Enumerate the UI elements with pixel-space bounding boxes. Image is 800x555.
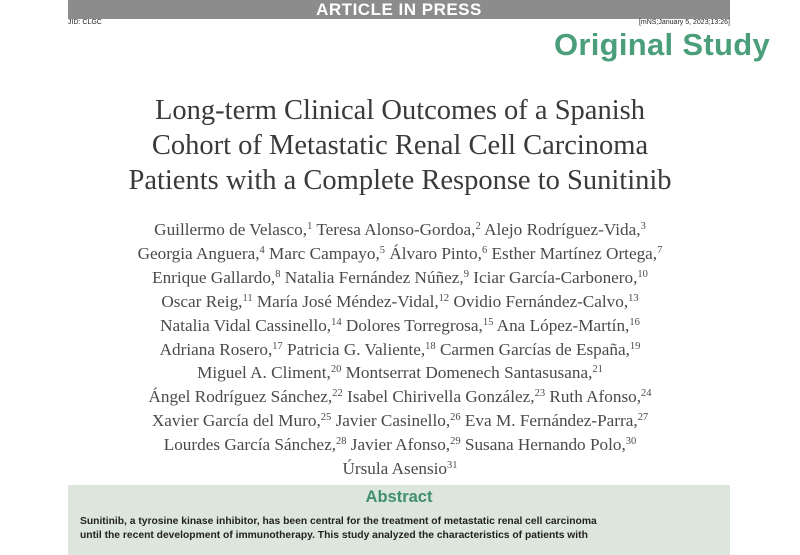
author-name: Ovidio Fernández-Calvo,: [453, 291, 629, 311]
abstract-heading: Abstract: [365, 488, 433, 506]
affiliation-number: 22: [332, 388, 343, 400]
affiliation-number: 31: [447, 460, 458, 472]
author-line: [60, 266, 740, 290]
affiliation-number: 11: [242, 292, 253, 304]
author-name: Enrique Gallardo,: [152, 267, 276, 287]
affiliation-number: 20: [330, 364, 342, 376]
author-name: Georgia Anguera,: [137, 243, 260, 263]
author-line: [60, 290, 740, 314]
affiliation-number: 9: [463, 268, 469, 280]
author-name: Ángel Rodríguez Sánchez,: [148, 387, 333, 407]
affiliation-number: 29: [450, 436, 461, 448]
author-name: Javier Afonso,: [350, 435, 451, 455]
journal-id: JID: CLGC: [68, 19, 102, 26]
author-name: Lourdes García Sánchez,: [163, 435, 336, 455]
author-line: [60, 242, 740, 266]
affiliation-number: 23: [534, 388, 546, 400]
affiliation-number: 10: [637, 268, 648, 280]
abstract-line: Sunitinib, a tyrosine kinase inhibitor, has been central for the treatment of metastatic renal cell carcinoma: [80, 516, 597, 527]
affiliation-number: 27: [637, 412, 649, 424]
author-name: Miguel A. Climent,: [197, 363, 331, 383]
author-name: Carmen Garcías de España,: [439, 339, 630, 359]
author-name: Dolores Torregrosa,: [345, 315, 483, 335]
author-name: Xavier García del Muro,: [151, 411, 321, 431]
author-name: Esther Martínez Ortega,: [491, 243, 658, 263]
author-name: Guillermo de Velasco,: [154, 220, 308, 239]
author-line: [60, 457, 740, 481]
author-name: Natalia Fernández Núñez,: [284, 267, 464, 287]
affiliation-number: 13: [628, 292, 639, 304]
affiliation-number: 8: [275, 268, 281, 280]
author-name: Montserrat Domenech Santasusana,: [345, 363, 593, 383]
author-name: Marc Campayo,: [269, 243, 380, 263]
affiliation-number: 25: [320, 412, 332, 424]
affiliation-number: 5: [379, 244, 386, 256]
affiliation-number: 6: [481, 244, 488, 256]
affiliation-number: 18: [425, 340, 436, 352]
article-title: [60, 93, 740, 198]
author-name: Eva M. Fernández-Parra,: [464, 411, 638, 431]
affiliation-number: 17: [272, 340, 283, 352]
author-name: Isabel Chirivella González,: [347, 387, 535, 407]
processing-stamp: [mNS;January 5, 2023;13:26]: [638, 19, 730, 26]
affiliation-number: 2: [475, 221, 481, 232]
author-name: Natalia Vidal Cassinello,: [160, 315, 332, 335]
title-line: Cohort of Metastatic Renal Cell Carcinoma: [151, 130, 649, 161]
title-line: Long-term Clinical Outcomes of a Spanish: [155, 95, 645, 126]
affiliation-number: 15: [482, 316, 494, 328]
author-name: Ana López-Martín,: [496, 315, 630, 335]
author-name: Oscar Reig,: [161, 291, 243, 311]
affiliation-number: 12: [438, 292, 450, 304]
affiliation-number: 1: [307, 221, 313, 232]
author-name: Ruth Afonso,: [549, 387, 642, 407]
author-name: Patricia G. Valiente,: [287, 339, 426, 359]
affiliation-number: 21: [592, 364, 603, 376]
affiliation-number: 28: [336, 436, 347, 448]
article-in-press-banner: ARTICLE IN PRESS: [68, 0, 730, 19]
author-name: Susana Hernando Polo,: [464, 435, 626, 455]
affiliation-number: 3: [640, 221, 646, 232]
author-name: Iciar García-Carbonero,: [473, 267, 638, 287]
author-name: María José Méndez-Vidal,: [256, 291, 439, 311]
abstract-text: [80, 515, 720, 543]
abstract-box: [68, 485, 730, 555]
author-name: Javier Casinello,: [335, 411, 451, 431]
abstract-line: until the recent development of immunotherapy. This study analyzed the characteristics of patients with: [80, 530, 588, 541]
author-line: [60, 361, 740, 385]
author-line: [60, 433, 740, 457]
affiliation-number: 24: [641, 388, 652, 400]
affiliation-number: 7: [657, 244, 663, 256]
author-name: Adriana Rosero,: [159, 339, 273, 359]
author-line: [60, 314, 740, 338]
author-line: [60, 218, 740, 242]
author-name: Alejo Rodríguez-Vida,: [484, 220, 641, 239]
affiliation-number: 19: [629, 340, 641, 352]
author-list: [60, 218, 740, 481]
section-label: Original Study: [553, 27, 770, 62]
title-line: Patients with a Complete Response to Sunitinib: [128, 165, 672, 196]
author-line: [60, 409, 740, 433]
author-name: Teresa Alonso-Gordoa,: [316, 220, 476, 239]
author-name: Álvaro Pinto,: [389, 243, 482, 263]
affiliation-number: 16: [629, 316, 640, 328]
affiliation-number: 26: [450, 412, 461, 424]
author-name: Úrsula Asensio: [342, 459, 448, 479]
author-line: [60, 338, 740, 362]
affiliation-number: 30: [625, 436, 637, 448]
author-line: [60, 385, 740, 409]
affiliation-number: 4: [259, 244, 265, 256]
affiliation-number: 14: [331, 316, 342, 328]
